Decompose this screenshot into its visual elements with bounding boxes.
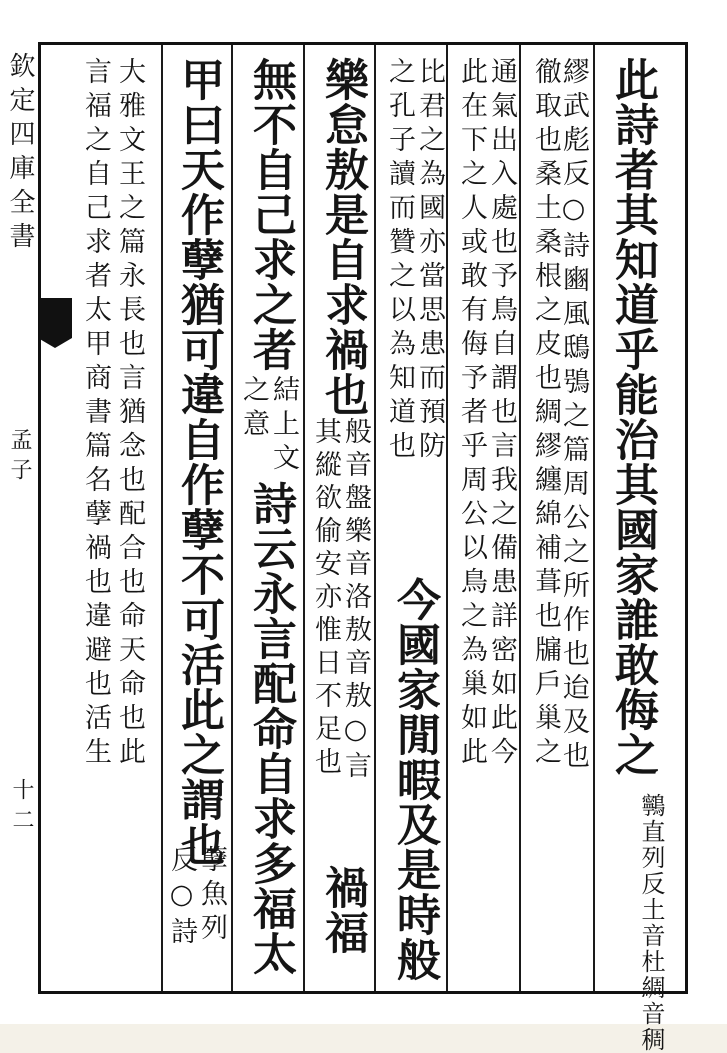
annotation-column: 大雅文王之篇永長也言猶念也配合也命天命也此 (114, 57, 145, 771)
column-rule (231, 45, 233, 991)
annotation-column: 反○詩 (166, 845, 197, 951)
column-rule (303, 45, 305, 991)
annotation-column: 徹取也桑土桑根之皮也綢繆纏綿補葺也牖戶巢之 (530, 57, 561, 771)
main-text-column: 此詩者其知道乎能治其國家誰敢侮之 (607, 57, 658, 777)
annotation-column: 之意 (238, 375, 269, 443)
main-text-column: 甲曰天作孽猶可違自作孽不可活此之謂也 (173, 57, 224, 867)
annotation-column: 孽魚列 (196, 845, 227, 947)
main-text-column: 禍福 (317, 865, 368, 955)
book-title: 欽定四庫全書 (5, 52, 35, 256)
main-text-column: 樂怠敖是自求禍也 (317, 57, 368, 417)
annotation-column: 通氣出入處也予鳥自謂也言我之備患詳密如此今 (486, 57, 517, 771)
text-frame (38, 42, 688, 1053)
annotation-column: 鸋直列反土音杜綢音稠 (637, 793, 665, 1053)
annotation-column: 比君之為國亦當思患而預防 (414, 57, 445, 465)
main-text-column: 今國家閒暇及是時般 (389, 577, 440, 982)
column-rule (446, 45, 448, 991)
annotation-column: 其縱欲偷安亦惟日不足也 (310, 417, 341, 780)
annotation-column: 此在下之人或敢有侮予者乎周公以鳥之為巢如此 (456, 57, 487, 771)
annotation-column: 般音盤樂音洛敖音敖○言 (340, 417, 371, 784)
annotation-column: 之孔子讀而贊之以為知道也 (384, 57, 415, 465)
annotation-column: 結上文 (268, 375, 299, 477)
main-text-column: 詩云永言配命自求多福太 (245, 481, 296, 976)
annotation-column: 言福之自己求者太甲商書篇名孽禍也違避也活生 (80, 57, 111, 771)
chapter-title: 孟子 (7, 428, 32, 488)
column-rule (374, 45, 376, 991)
main-text-column: 無不自己求之者 (245, 57, 296, 372)
annotation-column: 繆武彪反○詩豳風鴟鴞之篇周公之所作也迨及也 (558, 57, 589, 775)
page-number: 十二 (9, 778, 34, 838)
column-rule (593, 45, 595, 991)
column-rule (161, 45, 163, 991)
column-rule (519, 45, 521, 991)
